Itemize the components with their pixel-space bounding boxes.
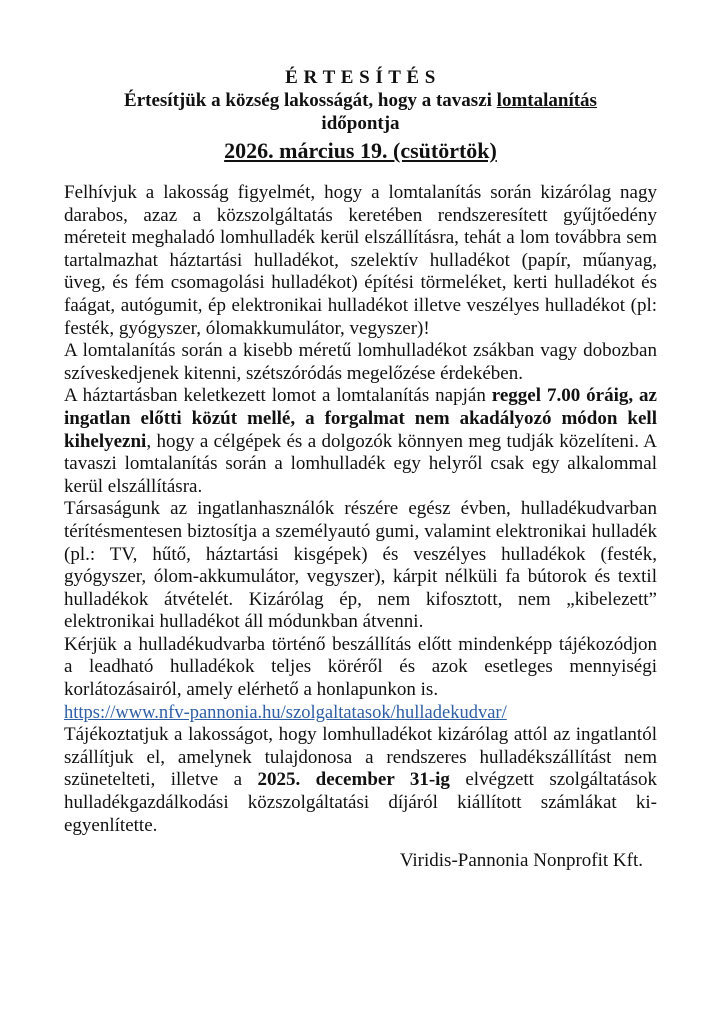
paragraph-scope: Felhívjuk a lakosság figyelmét, hogy a lomtalanítás során kizárólag nagy darabos, azaz a közszolgáltatás keretében rendszeresített gyűjtőedény méreteit meghaladó lomhulladék kerül elszállításra, tehát a lom továbbra sem tartalmazhat háztartási hulladékot, szelektív hulladékot (papír, műanyag, üveg, és fém csomagolási hulladékot) építési törmeléket, kerti hulladékot és faágat, autógumit, ép elektronikai hulladékot illetve veszélyes hulladékot (pl: festék, gyógyszer, ólomakkumulátor, vegyszer)! xyxy=(64,182,657,339)
collection-date: 2026. március 19. (csütörtök) xyxy=(224,138,497,163)
document-subtitle xyxy=(64,89,657,112)
placement-text: A háztartásban keletkezett lomot a lomtalanítás napján xyxy=(64,385,492,407)
paragraph-info: Kérjük a hulladékudvarba történő beszállítás előtt mindenképp tájékozódjon a leadható hulladékok teljes köréről és azok esetleges mennyiségi korlátozásairól, amely elérhető a honlapunkon is. xyxy=(64,633,657,701)
paragraph-bagging: A lomtalanítás során a kisebb méretű lomhulladékot zsákban vagy dobozban szíveskedjenek kitenni, szétszóródás megelőzése érdekében. xyxy=(64,340,657,384)
document-header xyxy=(64,66,657,165)
subtitle-underlined-word: lomtalanítás xyxy=(496,90,597,111)
wasteyard-link[interactable]: https://www.nfv-pannonia.hu/szolgaltatasok/hulladekudvar/ xyxy=(64,702,507,723)
paragraph-wasteyard: Társaságunk az ingatlanhasználók részére egész évben, hulladékudvarban térítésmentesen biztosítja a személyautó gumi, valamint elektronikai hulladék (pl.: TV, hűtő, háztartási kisgépek) és veszélyes hulladékok (festék, gyógyszer, ólom-akkumulátor, vegyszer), kárpit nélküli fa bútorok és textil hulladékok átvételét. Kizárólag ép, nem kifosztott, nem „kibelezett” elektronikai hulladékot áll módunkban átvenni. xyxy=(64,498,657,633)
paragraph-placement xyxy=(64,385,657,498)
placement-deadline-bold: reggel 7.00 óráig, az ingatlan előtti közút mellé, a forgalmat nem akadályozó módon kell kihelyezni xyxy=(64,385,657,452)
eligibility-text: Tájékoztatjuk a lakosságot, hogy lomhulladékot kizárólag attól az ingatlantól szállítjuk el, amelynek tulajdonosa a rendszeres hulladékszállítást nem szünetelteti, illetve a xyxy=(64,724,657,791)
document-subtitle-line2: időpontja xyxy=(321,113,400,134)
document-body xyxy=(64,182,657,837)
document-title: É R T E S Í T É S xyxy=(285,67,436,88)
placement-text-cont: , hogy a célgépek és a dolgozók könnyen meg tudják közelíteni. A tavaszi lomtalanítás során a lomhulladék egy helyről csak egy alkalommal kerül elszállításra. xyxy=(64,430,657,497)
paragraph-eligibility xyxy=(64,724,657,837)
signature: Viridis-Pannonia Nonprofit Kft. xyxy=(399,850,643,872)
subtitle-text: Értesítjük a község lakosságát, hogy a tavaszi xyxy=(124,90,497,111)
wasteyard-link-line xyxy=(64,702,657,725)
eligibility-text-cont: elvégzett szolgáltatások hulladékgazdálkodási közszolgáltatási díjáról kiállított számlákat kiegyenlítette. xyxy=(64,769,657,836)
eligibility-date-bold: 2025. december 31-ig xyxy=(257,769,450,791)
